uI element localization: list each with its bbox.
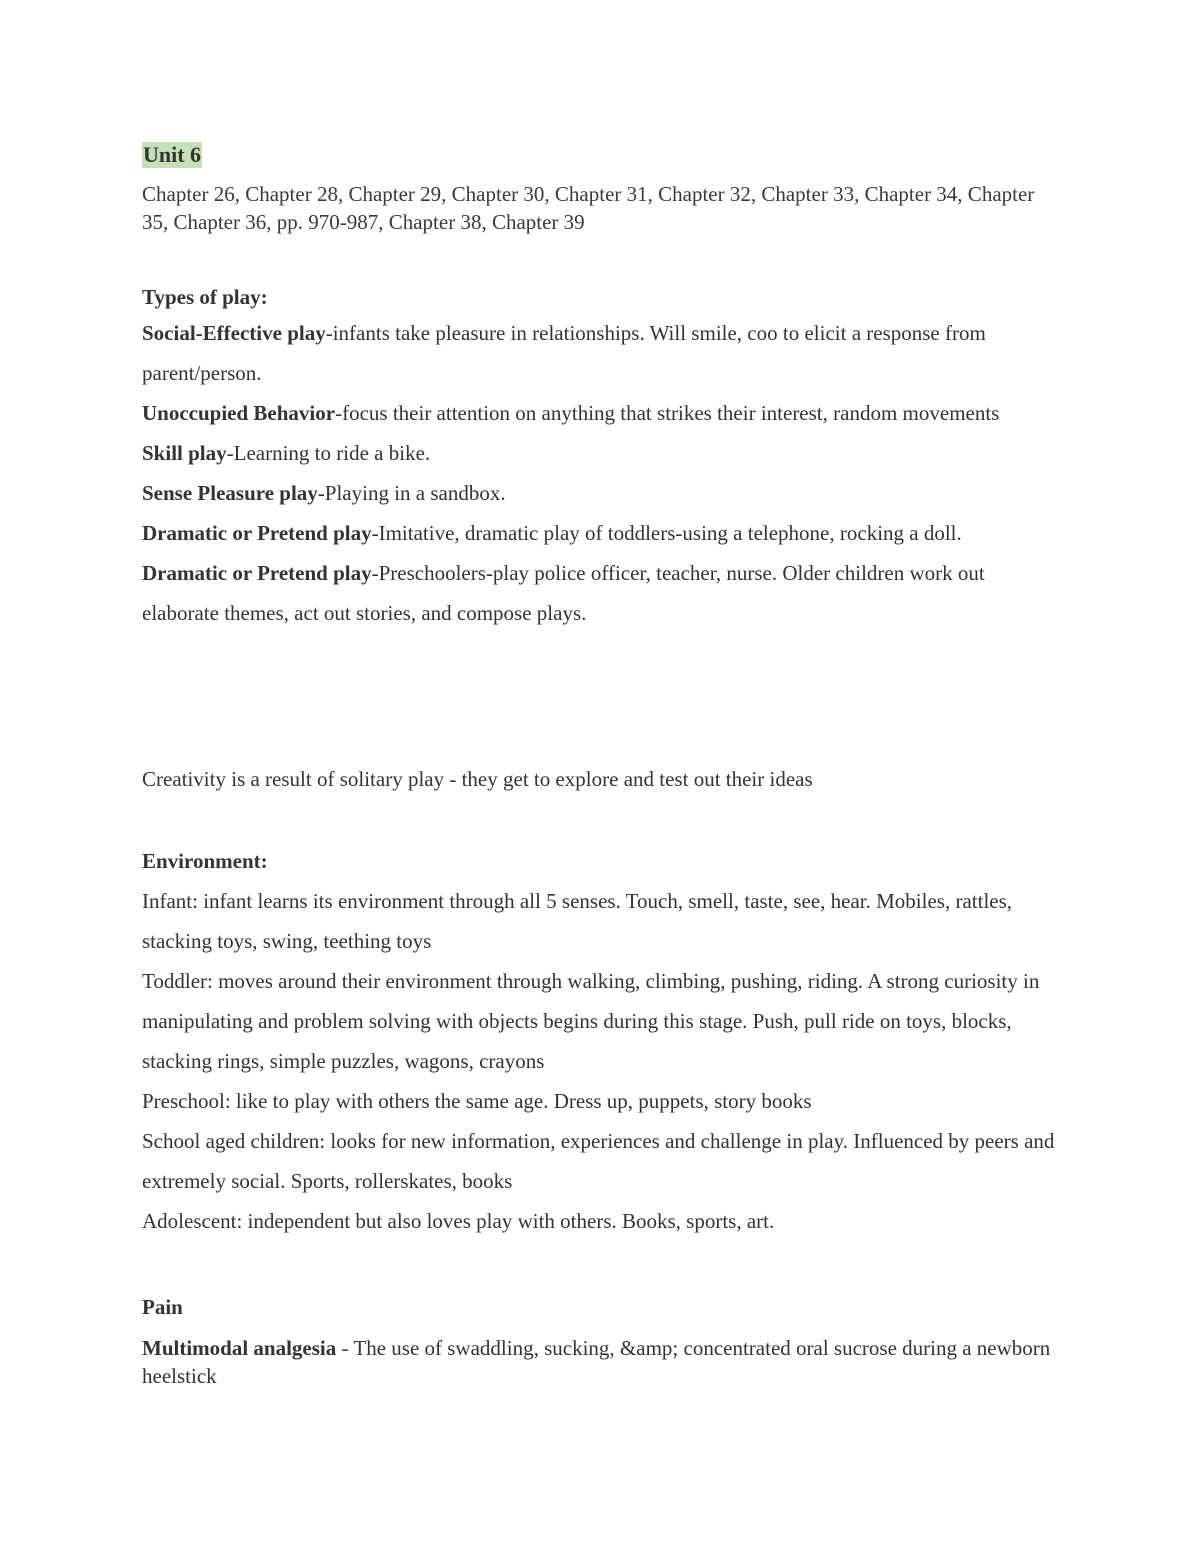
play-entry — [142, 313, 1062, 393]
environment-line: School aged children: looks for new information, experiences and challenge in play. Influenced by peers and extremely social. Sports, rollerskates, books — [142, 1129, 1055, 1193]
play-desc: -infants take pleasure in relationships. Will smile, coo to elicit a response from parent/person. — [142, 321, 986, 385]
pain-term: Multimodal analgesia — [142, 1336, 337, 1360]
play-term: Dramatic or Pretend play — [142, 521, 372, 545]
creativity-note: Creativity is a result of solitary play - they get to explore and test out their ideas — [142, 767, 813, 791]
types-of-play-list — [142, 313, 1062, 633]
environment-heading: Environment: — [142, 849, 268, 873]
play-entry — [142, 433, 1062, 473]
environment-line: Preschool: like to play with others the same age. Dress up, puppets, story books — [142, 1089, 812, 1113]
play-term: Social-Effective play — [142, 321, 326, 345]
play-desc: -Preschoolers-play police officer, teacher, nurse. Older children work out elaborate themes, act out stories, and compose plays. — [142, 561, 985, 625]
play-term: Unoccupied Behavior — [142, 401, 336, 425]
unit-title-block — [142, 142, 1062, 168]
play-desc: -Imitative, dramatic play of toddlers-using a telephone, rocking a doll. — [371, 521, 962, 545]
pain-heading: Pain — [142, 1295, 183, 1319]
play-entry — [142, 473, 1062, 513]
play-desc: -Learning to ride a bike. — [226, 441, 431, 465]
play-desc: -Playing in a sandbox. — [317, 481, 506, 505]
environment-list — [142, 881, 1062, 1241]
environment-line: Infant: infant learns its environment through all 5 senses. Touch, smell, taste, see, hear. Mobiles, rattles, stacking toys, swing, teething toys — [142, 889, 1013, 953]
play-term: Dramatic or Pretend play — [142, 561, 372, 585]
chapter-list: Chapter 26, Chapter 28, Chapter 29, Chapter 30, Chapter 31, Chapter 32, Chapter 33, Chapter 34, Chapter 35, Chapter 36, pp. 970-987, Chapter 38, Chapter 39 — [142, 182, 1035, 234]
play-entry — [142, 513, 1062, 553]
play-desc: -focus their attention on anything that strikes their interest, random movements — [335, 401, 1000, 425]
play-term: Skill play — [142, 441, 227, 465]
play-entry — [142, 553, 1062, 633]
environment-line: Toddler: moves around their environment through walking, climbing, pushing, riding. A strong curiosity in manipulating and problem solving with objects begins during this stage. Push, pull ride on toys, blocks, stacking rings, simple puzzles, wagons, crayons — [142, 969, 1040, 1073]
play-entry — [142, 393, 1062, 433]
environment-line: Adolescent: independent but also loves play with others. Books, sports, art. — [142, 1209, 775, 1233]
play-term: Sense Pleasure play — [142, 481, 318, 505]
unit-title: Unit 6 — [143, 142, 202, 167]
pain-entry — [142, 1334, 1062, 1390]
types-of-play-heading: Types of play: — [142, 285, 268, 309]
pain-desc: - The use of swaddling, sucking, &amp; concentrated oral sucrose during a newborn heelstick — [142, 1336, 1051, 1388]
